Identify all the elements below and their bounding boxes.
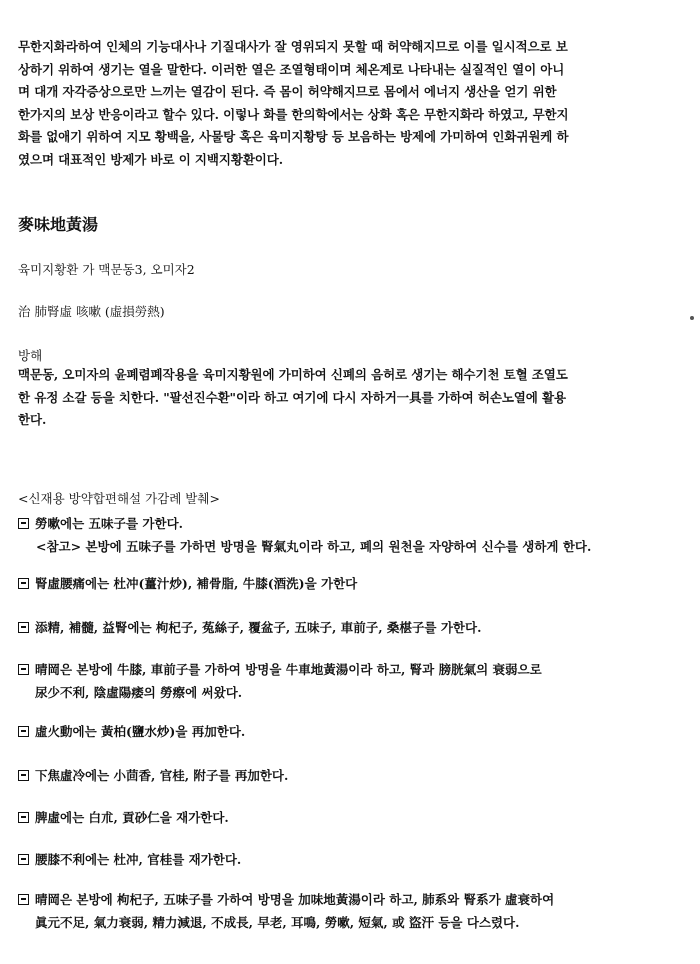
explanation-line: 한 유정 소갈 등을 치한다. "팔선진수환"이라 하고 여기에 다시 자하거一具를 가하여 허손노열에 활용: [18, 389, 566, 405]
explanation-line: 맥문동, 오미자의 윤폐렴폐작용을 육미지황원에 가미하여 신폐의 음허로 생기는 해수기천 토혈 조열도: [18, 367, 568, 382]
intro-line: 상하기 위하여 생기는 열을 말한다. 이러한 열은 조열형태이며 체온계로 나타내는 실질적인 열이 아니: [18, 61, 565, 77]
indication-line: 治 肺腎虛 咳嗽 (虛損勞熱): [18, 304, 165, 319]
modifications-heading: <신재용 방약합편해설 가감례 발췌>: [18, 491, 220, 506]
modification-item: 勞嗽에는 五味子를 가한다. <참고> 본방에 五味子를 가하면 방명을 腎氣丸이라 하고, 폐의 원천을 자양하여 신수를 생하게 한다.: [18, 512, 688, 558]
intro-line: 화를 없애기 위하여 지모 황백을, 사물탕 혹은 육미지황탕 등 보음하는 방제에 가미하여 인화귀원케 하: [18, 129, 569, 144]
explanation-line: 한다.: [18, 412, 47, 427]
modification-item: 晴岡은 본방에 牛膝, 車前子를 가하여 방명을 牛車地黃湯이라 하고, 腎과 膀胱氣의 衰弱으로 尿少不利, 陰虛陽痿의 勞瘵에 써왔다.: [18, 658, 688, 704]
modification-item: 添精, 補髓, 益腎에는 枸杞子, 菟絲子, 覆盆子, 五味子, 車前子, 桑椹子를 가한다.: [18, 616, 688, 639]
formula-title: 麥味地黃湯: [18, 215, 99, 234]
checkbox-marker-icon: [18, 770, 29, 781]
checkbox-marker-icon: [18, 812, 29, 823]
modification-note: <참고> 본방에 五味子를 가하면 방명을 腎氣丸이라 하고, 폐의 원천을 자양하여 신수를 생하게 한다.: [36, 539, 592, 554]
intro-line: 무한지화라하여 인체의 기능대사나 기질대사가 잘 영위되지 못할 때 허약해지므로 이를 일시적으로 보: [18, 39, 568, 54]
intro-line: 며 대개 자각증상으로만 느끼는 열감이 된다. 즉 몸이 허약해지므로 몸에서 에너지 생산을 얻기 위한: [18, 84, 557, 99]
modification-continuation: 眞元不足, 氣力衰弱, 精力減退, 不成長, 早老, 耳鳴, 勞嗽, 短氣, 或 盜汗 등을 다스렸다.: [35, 915, 520, 930]
scan-dot: [690, 316, 694, 320]
explanation-paragraph: [18, 364, 688, 432]
checkbox-marker-icon: [18, 664, 29, 675]
modification-item: 晴岡은 본방에 枸杞子, 五味子를 가하여 방명을 加味地黃湯이라 하고, 肺系와 腎系가 虛衰하여 眞元不足, 氣力衰弱, 精力減退, 不成長, 早老, 耳鳴, 勞嗽, 短氣, 或 盜汗 등을 다스렸다.: [18, 888, 688, 934]
explanation-heading: 방해: [18, 348, 43, 363]
checkbox-marker-icon: [18, 894, 29, 905]
modification-item: 下焦虛冷에는 小茴香, 官桂, 附子를 再加한다.: [18, 764, 688, 787]
checkbox-marker-icon: [18, 578, 29, 589]
checkbox-marker-icon: [18, 854, 29, 865]
composition-line: 육미지황환 가 맥문동3, 오미자2: [18, 262, 195, 277]
modification-continuation: 尿少不利, 陰虛陽痿의 勞瘵에 써왔다.: [35, 685, 243, 700]
checkbox-marker-icon: [18, 518, 29, 529]
modification-item: 腰膝不利에는 杜冲, 官桂를 재가한다.: [18, 848, 688, 871]
modification-item: 虛火動에는 黃柏(鹽水炒)을 再加한다.: [18, 720, 688, 743]
intro-line: 였으며 대표적인 방제가 바로 이 지백지황환이다.: [18, 151, 284, 167]
checkbox-marker-icon: [18, 726, 29, 737]
modification-item: 腎虛腰痛에는 杜冲(薑汁炒), 補骨脂, 牛膝(酒洗)을 가한다: [18, 572, 688, 595]
modification-item: 脾虛에는 白朮, 貢砂仁을 재가한다.: [18, 806, 688, 829]
intro-paragraph: [18, 36, 688, 171]
checkbox-marker-icon: [18, 622, 29, 633]
intro-line: 한가지의 보상 반응이라고 할수 있다. 이렇나 화를 한의학에서는 상화 혹은 무한지화라 하였고, 무한지: [18, 106, 569, 122]
